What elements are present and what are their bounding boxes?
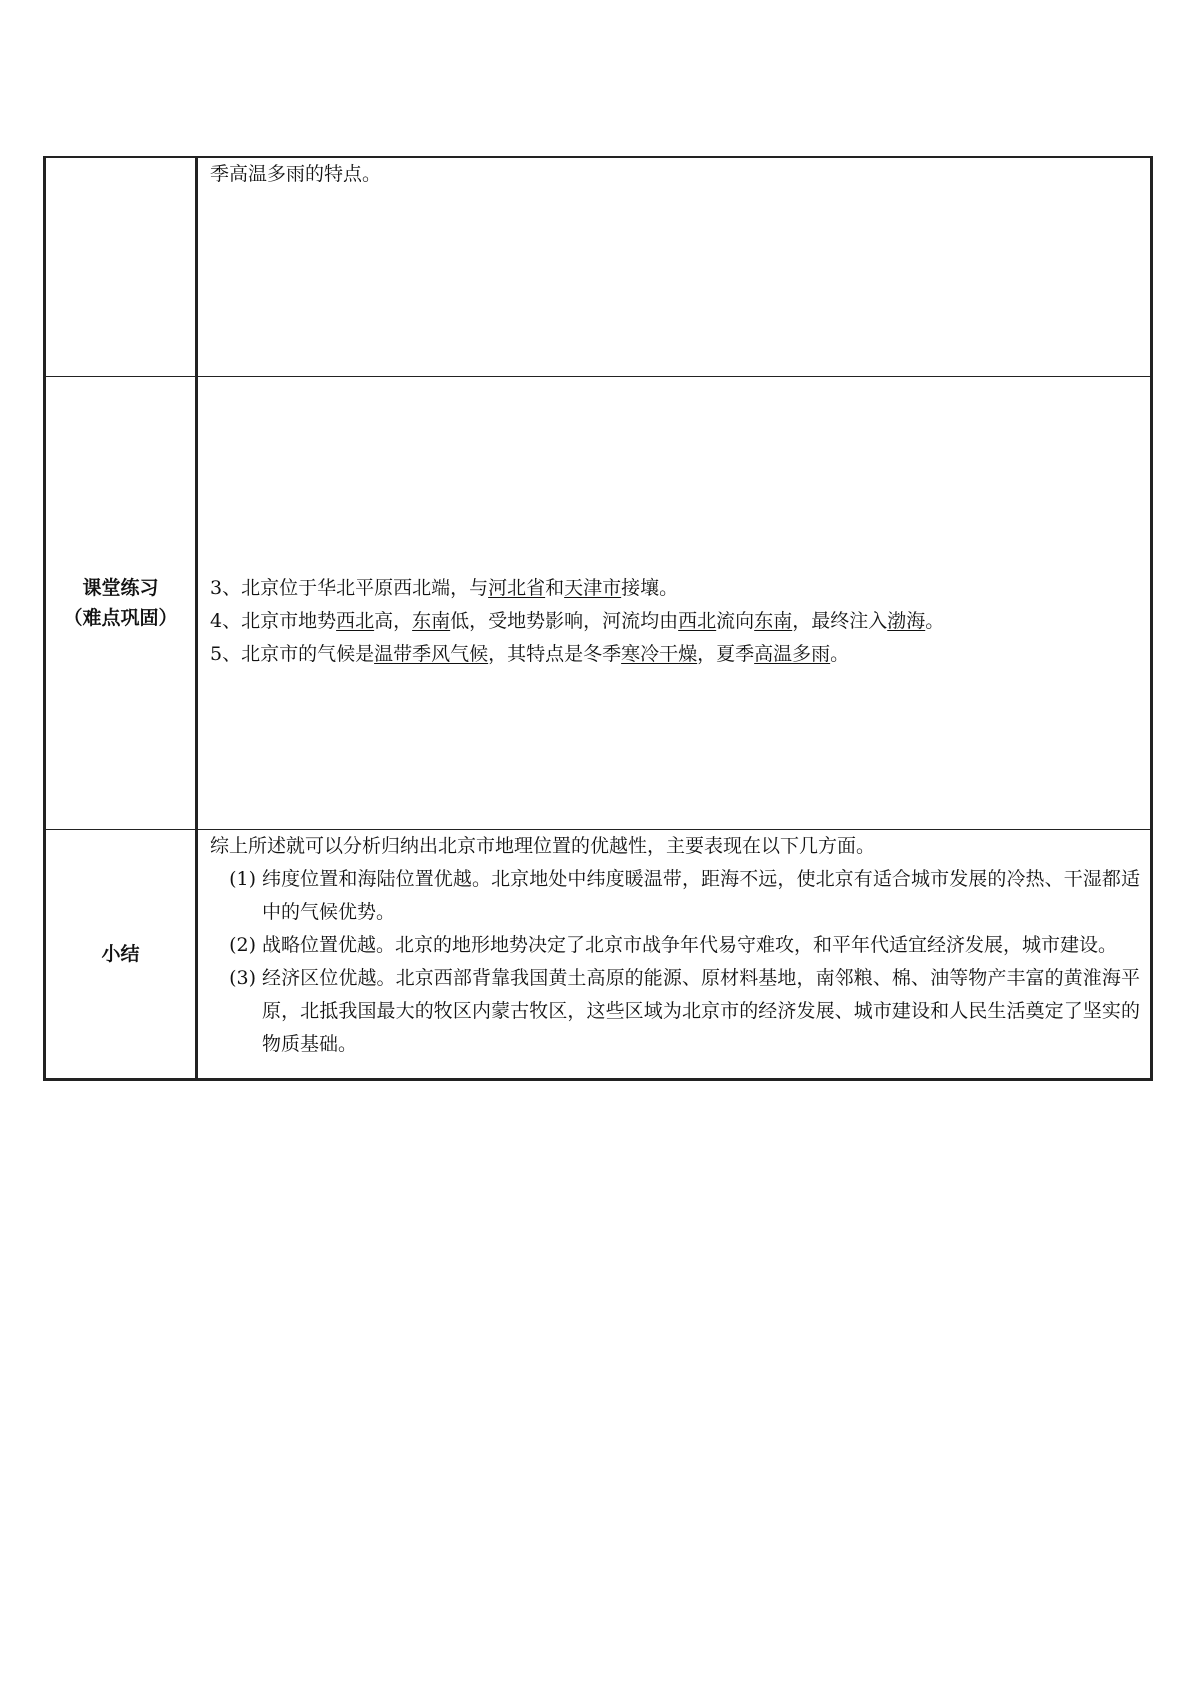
- row3-content-cell: [197, 830, 1152, 1080]
- row3-label-cell: [45, 830, 197, 1080]
- table-row: [45, 830, 1152, 1080]
- table-row: [45, 377, 1152, 830]
- row2-label-line2: （难点巩固）: [63, 607, 178, 629]
- summary-item-number: (3): [229, 967, 256, 989]
- table-row: [45, 157, 1152, 377]
- summary-item-number: (2): [229, 934, 256, 956]
- summary-intro: 综上所述就可以分析归纳出北京市地理位置的优越性，主要表现在以下几方面。: [210, 835, 876, 857]
- row2-label-cell: [45, 377, 197, 830]
- row1-label-cell: [45, 157, 197, 377]
- summary-item: [198, 929, 1150, 962]
- lesson-plan-table: [43, 156, 1153, 1081]
- row2-label-line1: 课堂练习: [82, 576, 159, 599]
- summary-item: [198, 962, 1150, 1061]
- summary-item-text: 经济区位优越。北京西部背靠我国黄土高原的能源、原材料基地，南邻粮、棉、油等物产丰富的黄淮海平原，北抵我国最大的牧区内蒙古牧区，这些区域为北京市的经济发展、城市建设和人民生活奠定了坚实的物质基础。: [262, 967, 1140, 1055]
- exercise-line-5: 5、北京市的气候是温带季风气候，其特点是冬季寒冷干燥，夏季高温多雨。: [210, 643, 850, 665]
- exercise-line-3: 3、北京位于华北平原西北端，与河北省和天津市接壤。: [210, 577, 679, 599]
- row1-text: 季高温多雨的特点。: [210, 163, 382, 185]
- summary-label: 小结: [101, 942, 140, 965]
- summary-item-text: 纬度位置和海陆位置优越。北京地处中纬度暖温带，距海不远，使北京有适合城市发展的冷热、干湿都适中的气候优势。: [262, 868, 1140, 923]
- exercise-line-4: 4、北京市地势西北高，东南低，受地势影响，河流均由西北流向东南，最终注入渤海。: [210, 610, 945, 632]
- row1-content-cell: [197, 157, 1152, 377]
- row2-content-cell: [197, 377, 1152, 830]
- summary-item: [198, 863, 1150, 929]
- summary-item-number: (1): [229, 868, 256, 890]
- summary-item-text: 战略位置优越。北京的地形地势决定了北京市战争年代易守难攻，和平年代适宜经济发展，城市建设。: [262, 934, 1118, 956]
- lesson-plan-table-wrapper: [43, 156, 1153, 1081]
